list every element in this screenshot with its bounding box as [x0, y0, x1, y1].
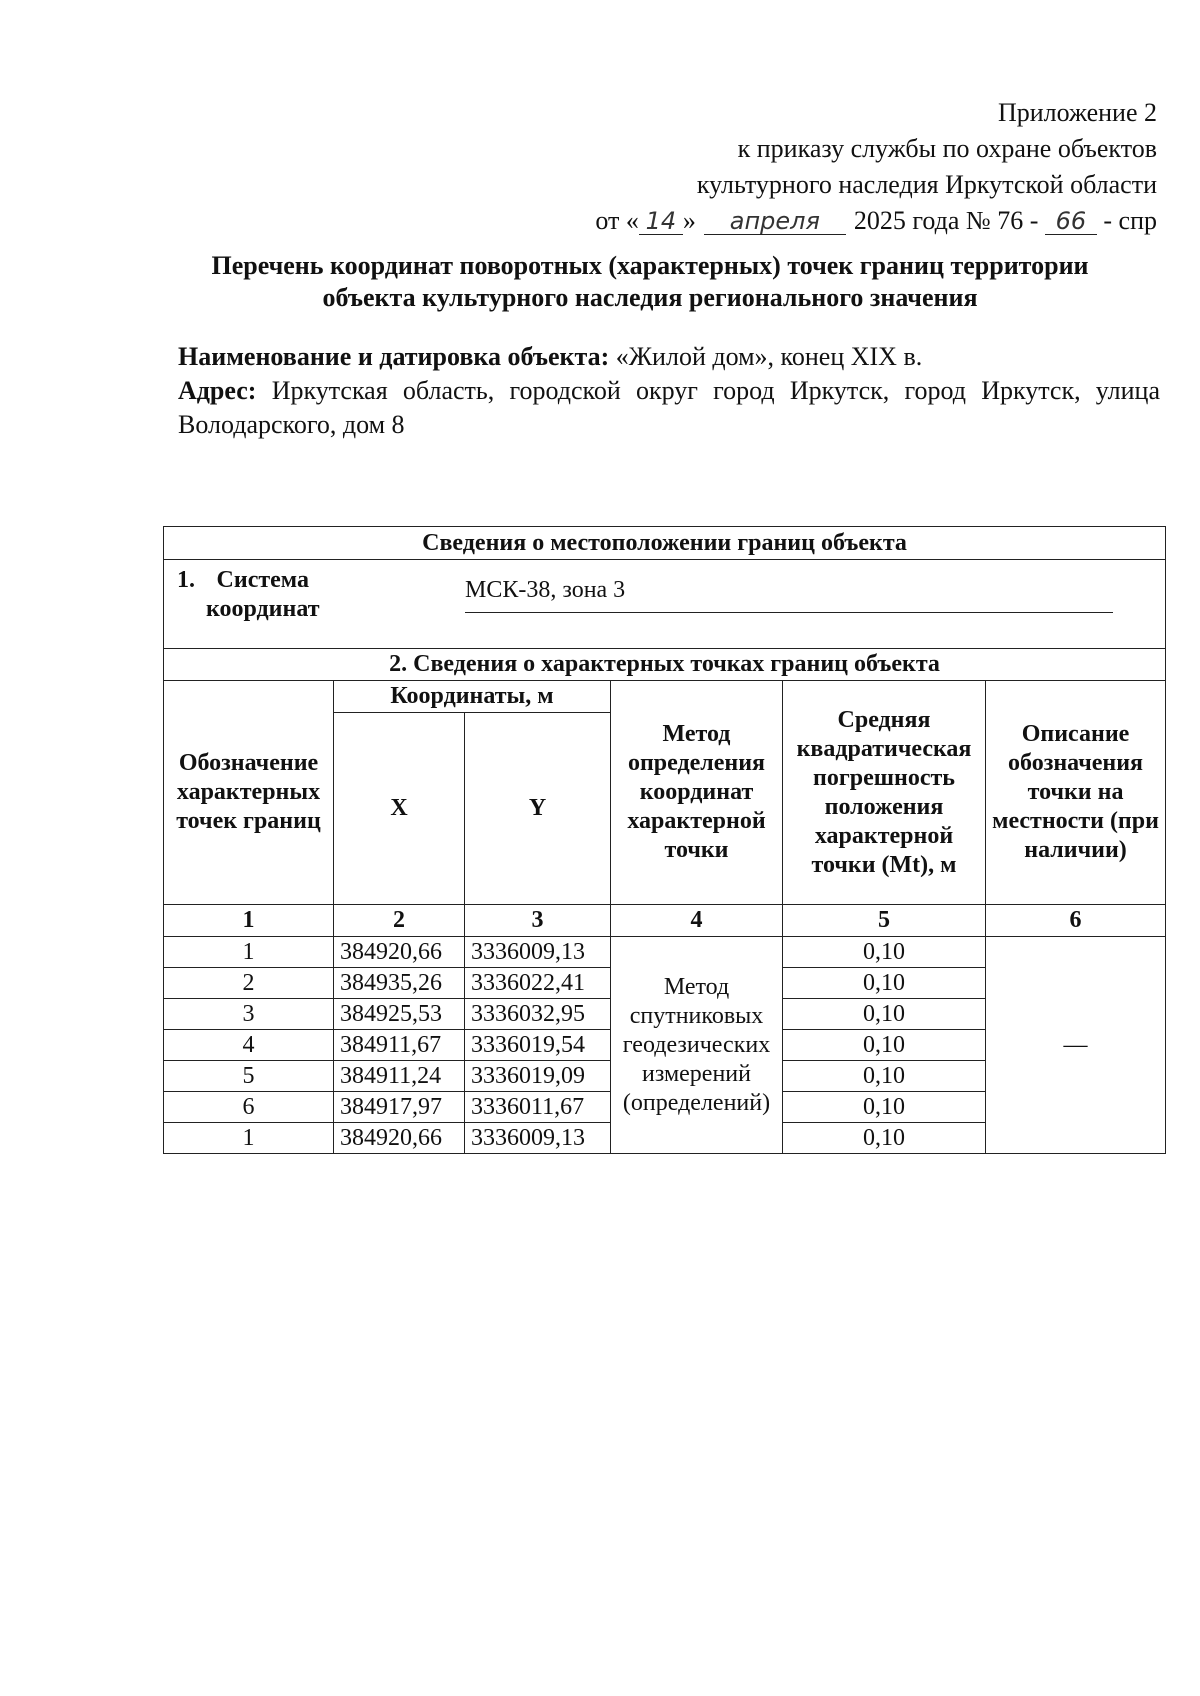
title-line-2: объекта культурного наследия регионального значения	[322, 283, 978, 312]
point-cell: 4	[164, 1030, 334, 1061]
coordinate-system-underline	[465, 612, 1113, 613]
method-cell: Метод спутниковых геодезических измерений (определений)	[611, 937, 783, 1154]
header-x: X	[334, 713, 465, 905]
agency-name: культурного наследия Иркутской области	[696, 170, 1157, 199]
error-cell: 0,10	[783, 1061, 986, 1092]
object-info	[178, 340, 1160, 442]
header-method: Метод определения координат характерной точки	[611, 681, 783, 905]
appendix-label: Приложение 2	[997, 98, 1157, 127]
point-cell: 3	[164, 999, 334, 1030]
point-cell: 6	[164, 1092, 334, 1123]
object-name-line	[178, 340, 1160, 374]
error-cell: 0,10	[783, 999, 986, 1030]
error-cell: 0,10	[783, 937, 986, 968]
y-cell: 3336019,54	[465, 1030, 611, 1061]
boundary-table	[163, 526, 1166, 1154]
order-suffix: - спр	[1103, 206, 1157, 235]
date-year: 2025 года № 76 -	[853, 206, 1039, 235]
col-number: 4	[611, 905, 783, 937]
error-cell: 0,10	[783, 1123, 986, 1154]
point-cell: 1	[164, 937, 334, 968]
table-caption: Сведения о местоположении границ объекта	[164, 527, 1166, 560]
col-number: 2	[334, 905, 465, 937]
table-row	[164, 937, 1166, 968]
section-2-heading: 2. Сведения о характерных точках границ объекта	[164, 649, 1166, 681]
order-date-line	[595, 203, 1157, 239]
object-name-value: «Жилой дом», конец XIX в.	[615, 342, 923, 371]
title-line-1: Перечень координат поворотных (характерных) точек границ территории	[211, 251, 1089, 280]
object-address-line	[178, 374, 1160, 442]
x-cell: 384920,66	[334, 1123, 465, 1154]
x-cell: 384935,26	[334, 968, 465, 999]
error-cell: 0,10	[783, 1092, 986, 1123]
point-cell: 5	[164, 1061, 334, 1092]
y-cell: 3336009,13	[465, 1123, 611, 1154]
error-cell: 0,10	[783, 1030, 986, 1061]
header-error: Средняя квадратическая погрешность положения характерной точки (Mt), м	[783, 681, 986, 905]
date-close-quote: »	[682, 206, 696, 235]
document-header	[595, 95, 1157, 239]
x-cell: 384925,53	[334, 999, 465, 1030]
header-y: Y	[465, 713, 611, 905]
handwritten-order-number: 66	[1045, 208, 1097, 235]
coordinate-system-value: МСК-38, зона 3	[465, 577, 626, 603]
point-cell: 1	[164, 1123, 334, 1154]
x-cell: 384917,97	[334, 1092, 465, 1123]
point-cell: 2	[164, 968, 334, 999]
order-reference: к приказу службы по охране объектов	[737, 134, 1157, 163]
coordinate-system-label	[206, 566, 320, 624]
col-number: 1	[164, 905, 334, 937]
handwritten-day: 14	[639, 208, 683, 235]
col-number: 6	[986, 905, 1166, 937]
object-address-value: Иркутская область, городской округ город Иркутск, город Иркутск, улица Володарского, дом 8	[178, 376, 1161, 439]
col-number: 5	[783, 905, 986, 937]
header-point: Обозначение характерных точек границ	[164, 681, 334, 905]
x-cell: 384911,24	[334, 1061, 465, 1092]
y-cell: 3336019,09	[465, 1061, 611, 1092]
x-cell: 384911,67	[334, 1030, 465, 1061]
y-cell: 3336011,67	[465, 1092, 611, 1123]
document-title	[140, 250, 1160, 314]
coordinate-system-label-2: координат	[206, 596, 320, 622]
coordinate-system-label-1: Система	[216, 567, 309, 593]
date-prefix: от «	[595, 206, 639, 235]
object-address-label: Адрес:	[178, 376, 257, 405]
header-coords: Координаты, м	[334, 681, 611, 713]
x-cell: 384920,66	[334, 937, 465, 968]
description-cell: —	[986, 937, 1166, 1154]
y-cell: 3336032,95	[465, 999, 611, 1030]
col-number: 3	[465, 905, 611, 937]
object-name-label: Наименование и датировка объекта:	[178, 342, 610, 371]
y-cell: 3336022,41	[465, 968, 611, 999]
coordinate-system-number: 1.	[177, 567, 195, 593]
error-cell: 0,10	[783, 968, 986, 999]
header-description: Описание обозначения точки на местности (при наличии)	[986, 681, 1166, 905]
coordinate-system-row	[164, 560, 1166, 649]
handwritten-month: апреля	[704, 208, 846, 235]
y-cell: 3336009,13	[465, 937, 611, 968]
